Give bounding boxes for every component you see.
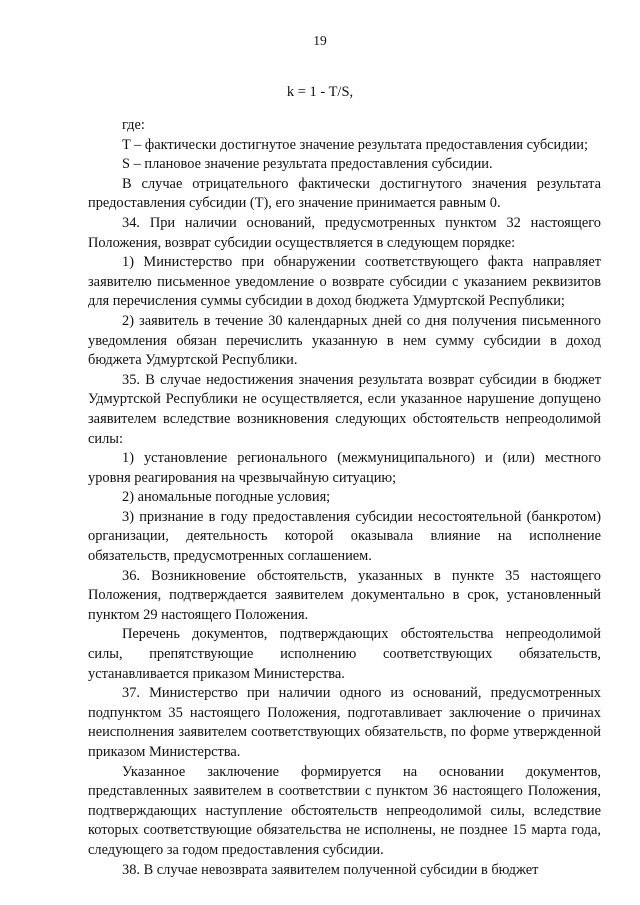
paragraph-negative-value: В случае отрицательного фактически достигнутого значения результата предоставления субсидии (T), его значение принимается равным 0. [88, 175, 601, 212]
paragraph-documents-list: Перечень документов, подтверждающих обстоятельства непреодолимой силы, препятствующие исполнению соответствующих обязательств, устанавливается приказом Министерства. [88, 626, 601, 682]
page-number: 19 [313, 33, 327, 48]
paragraph-s-definition: S – плановое значение результата предоставления субсидии. [122, 156, 493, 173]
paragraph-35-item-1: 1) установление регионального (межмуниципального) и (или) местного уровня реагирования на чрезвычайную ситуацию; [88, 450, 601, 486]
where-label: где: [122, 117, 145, 133]
paragraph-36: 36. Возникновение обстоятельств, указанных в пункте 35 настоящего Положения, подтверждается заявителем документально в срок, установленный пунктом 29 настоящего Положения. [88, 567, 601, 623]
formula: k = 1 - T/S, [286, 84, 354, 100]
paragraph-34-item-1: 1) Министерство при обнаружении соответствующего факта направляет заявителю письменное уведомление о возврате субсидии с указанием реквизитов для перечисления суммы субсидии в доход бюджета Удмуртской Республики; [88, 254, 601, 310]
paragraph-34-item-2: 2) заявитель в течение 30 календарных дней со дня получения письменного уведомления обязан перечислить указанную в нем сумму субсидии в доход бюджета Удмуртской Республики. [88, 312, 601, 369]
paragraph-34: 34. При наличии оснований, предусмотренных пунктом 32 настоящего Положения, возврат субсидии осуществляется в следующем порядке: [88, 214, 601, 251]
paragraph-35-item-3: 3) признание в году предоставления субсидии несостоятельной (банкротом) организации, деятельность которой оказывала влияние на исполнение обязательств, предусмотренных соглашением. [88, 508, 601, 565]
paragraph-37: 37. Министерство при наличии одного из оснований, предусмотренных подпунктом 35 настоящего Положения, подготавливает заключение о причинах неисполнения заявителем соответствующих обязательств, по форме утвержденной приказом Министерства. [88, 685, 601, 760]
paragraph-35: 35. В случае недостижения значения результата возврат субсидии в бюджет Удмуртской Республики не осуществляется, если указанное нарушение допущено заявителем вследствие возникновения следующих обстоятельств непреодолимой силы: [88, 371, 601, 447]
paragraph-35-item-2: 2) аномальные погодные условия; [122, 489, 331, 506]
paragraph-conclusion: Указанное заключение формируется на основании документов, представленных заявителем в соответствии с пунктом 36 настоящего Положения, подтверждающих наступление обстоятельств непреодолимой силы, вследствие которых соответствующие обязательства не исполнены, не позднее 15 марта года, следующего за годом предоставления субсидии. [88, 763, 601, 858]
paragraph-t-definition: T – фактически достигнутое значение результата предоставления субсидии; [122, 136, 588, 153]
paragraph-38: 38. В случае невозврата заявителем полученной субсидии в бюджет [122, 861, 539, 878]
body-text [88, 116, 601, 880]
